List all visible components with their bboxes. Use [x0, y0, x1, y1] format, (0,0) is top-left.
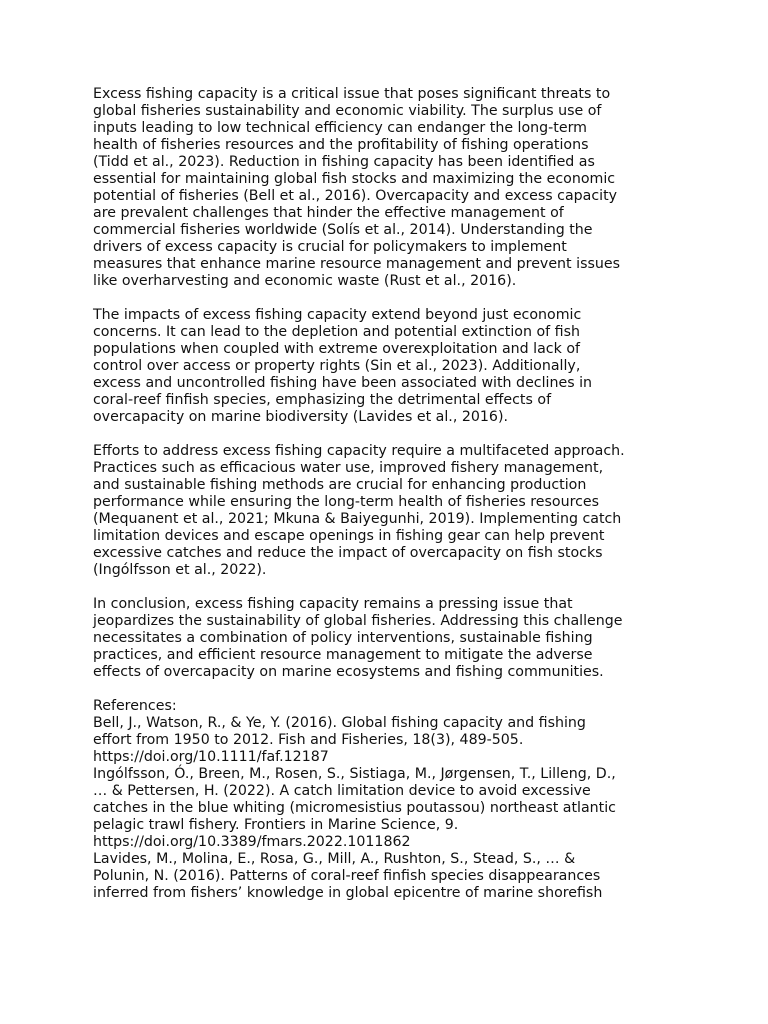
text-line: control over access or property rights (Sin et al., 2023). Additionally, [93, 358, 581, 374]
text-line: overcapacity on marine biodiversity (Lavides et al., 2016). [93, 409, 508, 425]
text-line: excessive catches and reduce the impact of overcapacity on fish stocks [93, 545, 603, 561]
reference-line: Bell, J., Watson, R., & Ye, Y. (2016). Global fishing capacity and fishing [93, 715, 586, 731]
text-line: coral-reef finfish species, emphasizing the detrimental effects of [93, 392, 552, 408]
text-line: performance while ensuring the long-term health of fisheries resources [93, 494, 600, 510]
text-line: In conclusion, excess fishing capacity remains a pressing issue that [93, 596, 573, 612]
references-section [93, 698, 693, 902]
reference-line: … & Pettersen, H. (2022). A catch limitation device to avoid excessive [93, 783, 591, 799]
paragraph-intro [93, 86, 693, 290]
text-line: excess and uncontrolled fishing have been associated with declines in [93, 375, 593, 391]
paragraph-efforts [93, 443, 693, 579]
text-line: like overharvesting and economic waste (Rust et al., 2016). [93, 273, 517, 289]
text-line: health of fisheries resources and the profitability of fishing operations [93, 137, 589, 153]
text-line: (Tidd et al., 2023). Reduction in fishing capacity has been identified as [93, 154, 595, 170]
document-page [93, 86, 693, 902]
text-line: The impacts of excess fishing capacity extend beyond just economic [93, 307, 582, 323]
reference-doi-link[interactable]: https://doi.org/10.3389/fmars.2022.1011862 [93, 834, 411, 850]
reference-line: Lavides, M., Molina, E., Rosa, G., Mill, A., Rushton, S., Stead, S., … & [93, 851, 576, 867]
text-line: and sustainable fishing methods are crucial for enhancing production [93, 477, 587, 493]
text-line: essential for maintaining global fish stocks and maximizing the economic [93, 171, 616, 187]
reference-line: Polunin, N. (2016). Patterns of coral-reef finfish species disappearances [93, 868, 601, 884]
text-line: Excess fishing capacity is a critical issue that poses significant threats to [93, 86, 611, 102]
text-line: practices, and efficient resource management to mitigate the adverse [93, 647, 593, 663]
text-line: Efforts to address excess fishing capacity require a multifaceted approach. [93, 443, 625, 459]
reference-line: catches in the blue whiting (micromesistius poutassou) northeast atlantic [93, 800, 616, 816]
text-line: measures that enhance marine resource management and prevent issues [93, 256, 620, 272]
reference-doi-link[interactable]: https://doi.org/10.1111/faf.12187 [93, 749, 329, 765]
text-line: populations when coupled with extreme overexploitation and lack of [93, 341, 580, 357]
text-line: effects of overcapacity on marine ecosystems and fishing communities. [93, 664, 604, 680]
reference-line: pelagic trawl fishery. Frontiers in Marine Science, 9. [93, 817, 459, 833]
text-line: limitation devices and escape openings in fishing gear can help prevent [93, 528, 605, 544]
text-line: concerns. It can lead to the depletion and potential extinction of fish [93, 324, 580, 340]
text-line: Practices such as efficacious water use, improved fishery management, [93, 460, 604, 476]
reference-line: inferred from fishers’ knowledge in global epicentre of marine shorefish [93, 885, 603, 901]
paragraph-conclusion [93, 596, 693, 681]
references-heading: References: [93, 698, 177, 714]
text-line: are prevalent challenges that hinder the effective management of [93, 205, 564, 221]
text-line: commercial fisheries worldwide (Solís et al., 2014). Understanding the [93, 222, 593, 238]
text-line: global fisheries sustainability and economic viability. The surplus use of [93, 103, 602, 119]
text-line: inputs leading to low technical efficiency can endanger the long-term [93, 120, 587, 136]
paragraph-impacts [93, 307, 693, 426]
text-line: necessitates a combination of policy interventions, sustainable fishing [93, 630, 593, 646]
text-line: potential of fisheries (Bell et al., 2016). Overcapacity and excess capacity [93, 188, 618, 204]
text-line: drivers of excess capacity is crucial for policymakers to implement [93, 239, 567, 255]
text-line: (Mequanent et al., 2021; Mkuna & Baiyegunhi, 2019). Implementing catch [93, 511, 622, 527]
reference-line: effort from 1950 to 2012. Fish and Fisheries, 18(3), 489-505. [93, 732, 524, 748]
text-line: (Ingólfsson et al., 2022). [93, 562, 267, 578]
reference-line: Ingólfsson, Ó., Breen, M., Rosen, S., Sistiaga, M., Jørgensen, T., Lilleng, D., [93, 766, 616, 782]
text-line: jeopardizes the sustainability of global fisheries. Addressing this challenge [93, 613, 623, 629]
